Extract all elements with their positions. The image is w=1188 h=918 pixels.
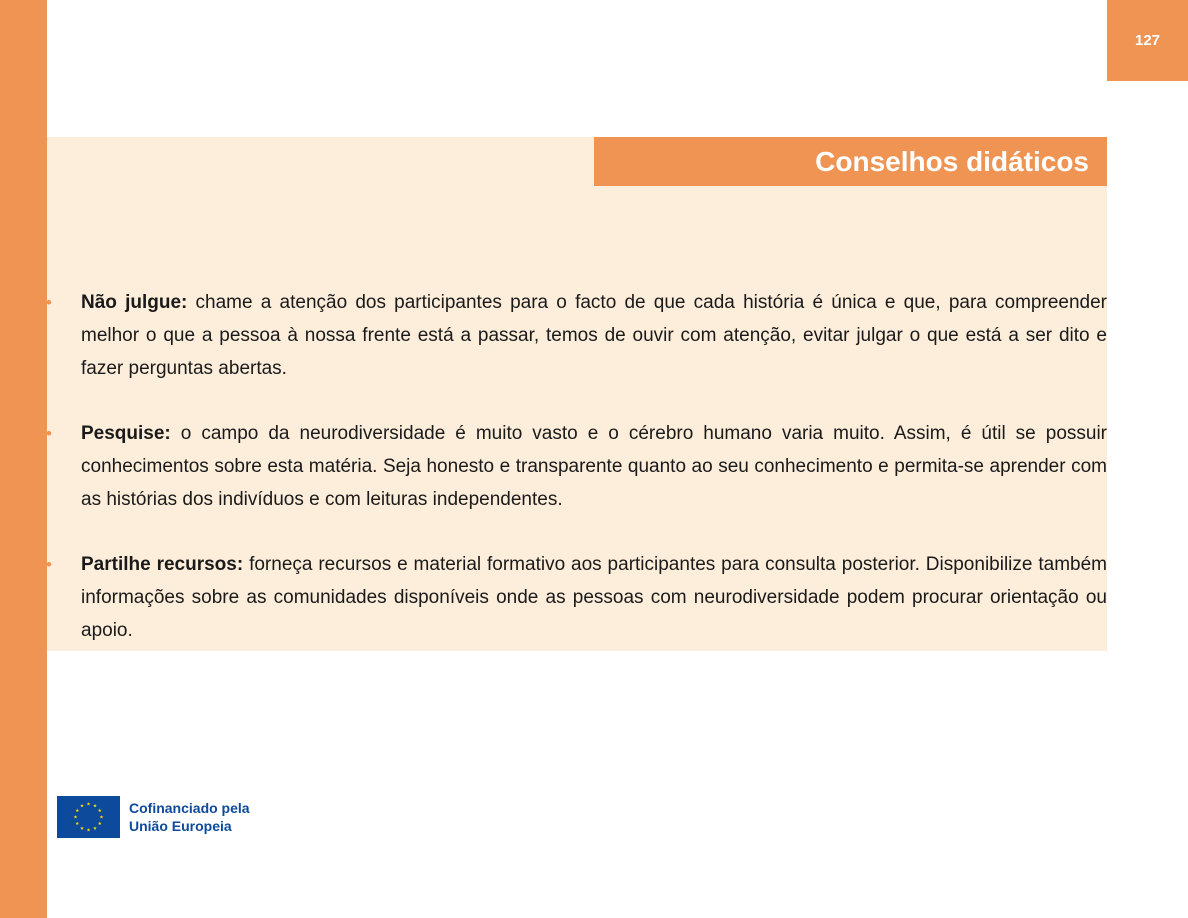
section-title: Conselhos didáticos [815, 145, 1089, 177]
eu-funding-logo [57, 796, 250, 838]
tips-list [46, 286, 1107, 679]
funding-line-1: Cofinanciado pela [129, 800, 250, 816]
page-number: 127 [1107, 0, 1188, 81]
eu-funding-text [129, 799, 250, 835]
tip-label: Não julgue: [81, 292, 188, 313]
tip-text: chame a atenção dos participantes para o facto de que cada história é única e que, para compreender melhor o que a pessoa à nossa frente está a passar, temos de ouvir com atenção, evitar julgar o que está a ser dito e fazer perguntas abertas. [81, 292, 1107, 379]
bullet-icon: • [46, 424, 52, 443]
tip-item [46, 417, 1107, 516]
tip-text: o campo da neurodiversidade é muito vasto e o cérebro humano varia muito. Assim, é útil se possuir conhecimentos sobre esta matéria. Seja honesto e transparente quanto ao seu conhecimento e permita-se aprender com as histórias dos indivíduos e com leituras independentes. [81, 423, 1107, 510]
bullet-icon: • [46, 555, 52, 574]
funding-line-2: União Europeia [129, 818, 232, 834]
tip-text: forneça recursos e material formativo aos participantes para consulta posterior. Disponibilize também informações sobre as comunidades disponíveis onde as pessoas com neurodiversidade podem procurar orientação ou apoio. [81, 554, 1107, 641]
eu-flag-icon [57, 796, 120, 838]
tip-label: Partilhe recursos: [81, 554, 244, 575]
tip-item [46, 548, 1107, 647]
left-accent-bar [0, 0, 47, 918]
tip-label: Pesquise: [81, 423, 171, 444]
bullet-icon: • [46, 293, 52, 312]
tip-item [46, 286, 1107, 385]
section-title-banner [594, 137, 1107, 186]
